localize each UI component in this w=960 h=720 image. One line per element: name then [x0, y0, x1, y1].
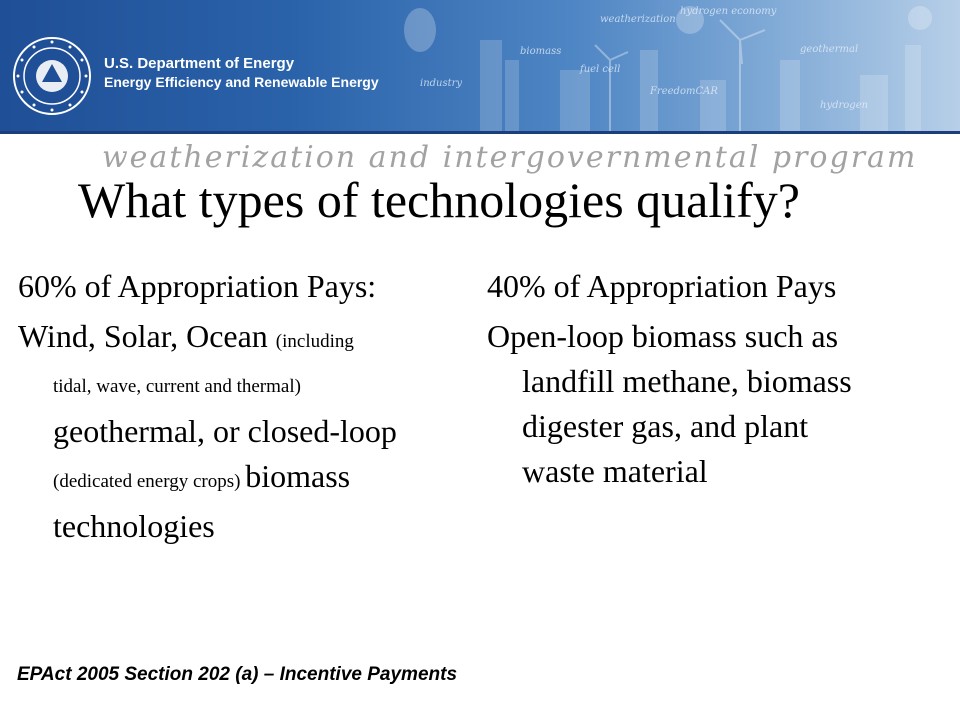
banner-word: geothermal: [800, 44, 859, 55]
right-line-4: waste material: [522, 453, 708, 489]
right-line-1: Open-loop biomass such as: [487, 318, 839, 354]
agency-line-2: Energy Efficiency and Renewable Energy: [104, 74, 379, 90]
left-column-heading: 60% of Appropriation Pays:: [18, 268, 377, 304]
left-line-5: technologies: [53, 508, 215, 544]
left-line-2: tidal, wave, current and thermal): [53, 376, 301, 397]
left-line-4-small: (dedicated energy crops): [53, 471, 246, 492]
banner-word: industry: [420, 78, 463, 89]
left-line-1-main: Wind, Solar, Ocean: [18, 318, 276, 354]
agency-name: [104, 54, 379, 92]
right-line-2: landfill methane, biomass: [522, 363, 852, 399]
banner-word: fuel cell: [580, 64, 621, 75]
banner-word: weatherization: [600, 14, 676, 25]
agency-line-1: U.S. Department of Energy: [104, 55, 295, 72]
department-of-energy-seal-icon: [12, 36, 92, 116]
banner-word: hydrogen economy: [680, 6, 777, 17]
slide-title: What types of technologies qualify?: [78, 172, 800, 228]
left-line-1-small: (including: [275, 331, 354, 352]
left-column: [18, 266, 458, 549]
left-line-3: geothermal, or closed-loop: [53, 413, 397, 449]
program-name: weatherization and intergovernmental program: [102, 140, 918, 175]
left-line-4-main: biomass: [245, 458, 351, 494]
left-line-1: [18, 314, 458, 364]
header-banner: [0, 0, 960, 132]
right-line-3: digester gas, and plant: [522, 408, 809, 444]
footer-note: EPAct 2005 Section 202 (a) – Incentive Payments: [17, 664, 458, 685]
banner-word: hydrogen: [820, 100, 869, 111]
right-column-body: [487, 314, 937, 494]
left-column-body: [18, 314, 458, 549]
banner-word: biomass: [520, 46, 562, 57]
right-column: [487, 266, 937, 494]
right-column-heading: 40% of Appropriation Pays: [487, 268, 837, 304]
banner-divider: [0, 131, 960, 134]
left-line-4: [18, 454, 458, 504]
banner-word: FreedomCAR: [650, 86, 718, 97]
